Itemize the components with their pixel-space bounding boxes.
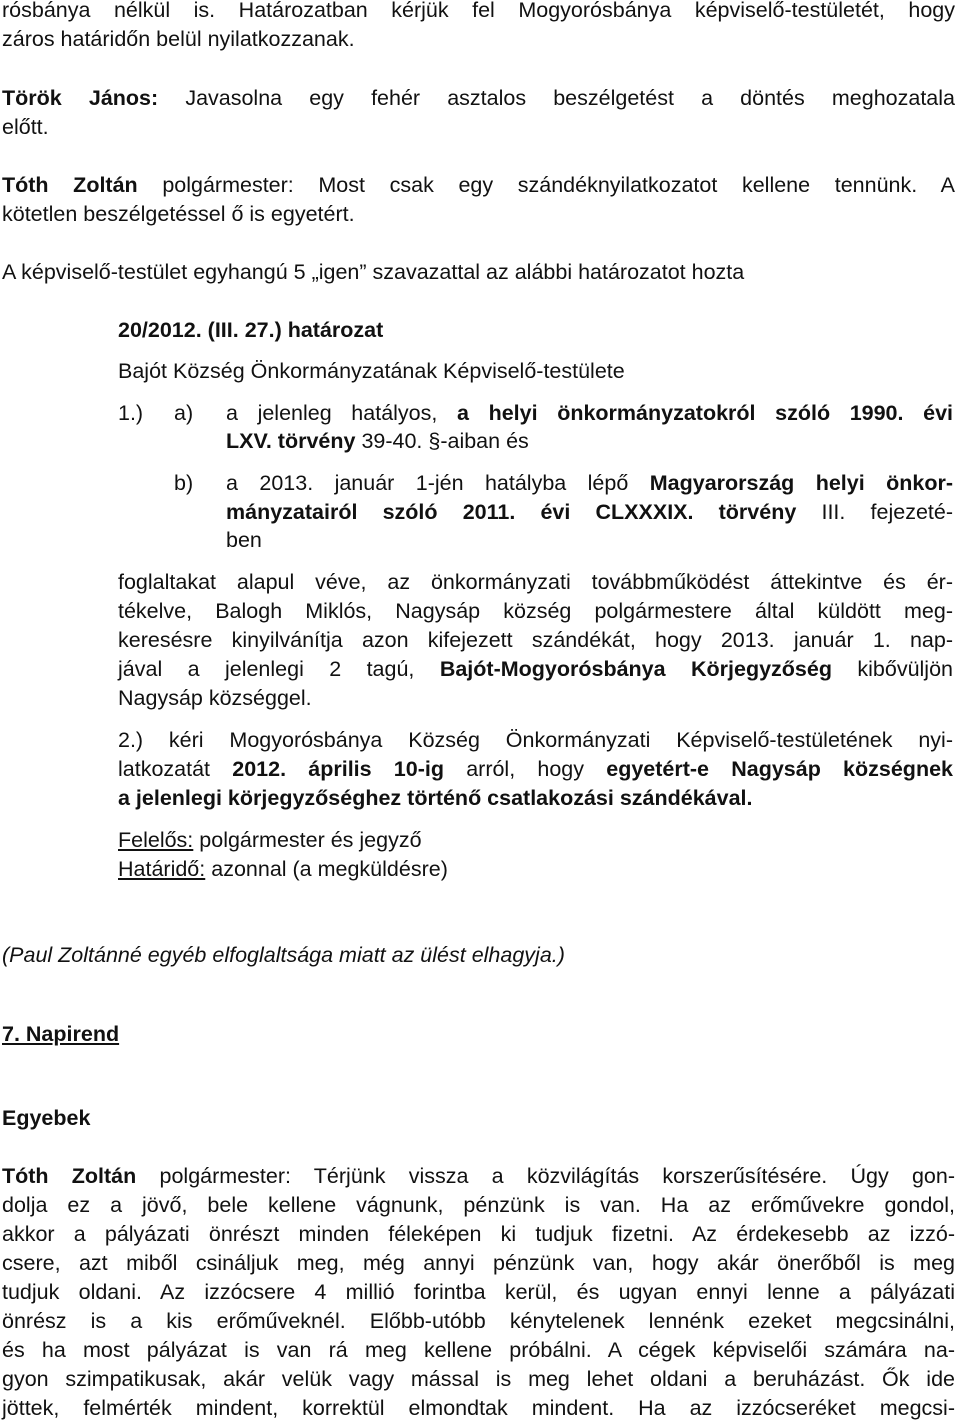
item-a-text: a jelenleg hatályos, <box>226 401 438 425</box>
paragraph-3-line-2: kötetlen beszélgetéssel ő is egyetért. <box>2 202 355 226</box>
resolution-para-text: jával a jelenlegi 2 tagú, <box>118 657 415 681</box>
item-a-line-1 <box>226 399 953 427</box>
item-2-date: 2012. április 10-ig <box>232 757 444 781</box>
deadline-label: Határidő: <box>118 857 206 881</box>
item-b-law-cont: mányzatairól szóló 2011. évi CLXXXIX. törvény <box>226 500 797 524</box>
paragraph-2-line-1 <box>2 84 955 112</box>
item-b-label: b) <box>174 471 194 495</box>
responsible-label: Felelős: <box>118 828 194 852</box>
deadline-line <box>118 855 448 883</box>
last-paragraph-line-5: tudjuk oldani. Az izzócsere 4 millió forintba kerül, és ugyan ennyi lenne a pályázati <box>2 1280 955 1304</box>
item-a-law-cont: LXV. törvény <box>226 429 356 453</box>
last-paragraph-line-3: akkor a pályázati önrészt minden féleképen ki tudjuk fizetni. Az érdekesebb az izzó- <box>2 1222 955 1246</box>
last-paragraph-line-8: gyon szimpatikusak, akár velük vagy mással is meg lehet oldani a beruházást. Ők ide <box>2 1367 955 1391</box>
item-a-line-2 <box>226 427 529 455</box>
speaker-name: Tóth Zoltán <box>2 173 138 197</box>
paragraph-3-line-1 <box>2 171 955 199</box>
resolution-para-line-3: keresésre kinyilvánítja azon kifejezett szándékát, hogy 2013. január 1. nap- <box>118 628 953 652</box>
item-2-text: latkozatát <box>118 757 211 781</box>
item-2-question: egyetért-e Nagysáp községnek <box>606 757 953 781</box>
agenda-heading: 7. Napirend <box>2 1022 120 1046</box>
resolution-body: Bajót Község Önkormányzatának Képviselő-testülete <box>118 359 625 383</box>
absence-note: (Paul Zoltánné egyéb elfoglaltsága miatt az ülést elhagyja.) <box>2 943 565 967</box>
paragraph-2-text: Javasolna egy fehér asztalos beszélgetést a döntés meghozatala <box>185 86 955 110</box>
notary-office-name: Bajót-Mogyorósbánya Körjegyzőség <box>439 657 832 681</box>
item-b-line-3: ben <box>226 528 262 552</box>
item-a-label: a) <box>174 401 194 425</box>
resolution-para-line-1: foglaltakat alapul véve, az önkormányzati továbbműködést áttekintve és ér- <box>118 570 953 594</box>
item-b-law: Magyarország helyi önkor- <box>649 471 954 495</box>
item-2-text-mid: arról, hogy <box>466 757 585 781</box>
item-b-line-2 <box>226 498 953 526</box>
deadline-value: azonnal (a megküldésre) <box>211 857 448 881</box>
resolution-para-text-end: kibővüljön <box>857 657 953 681</box>
last-paragraph-line-6: önrész is a kis erőműveknél. Előbb-utóbb kénytelenek lennénk ezeket megcsinálni, <box>2 1309 955 1333</box>
resolution-para-line-2: tékelve, Balogh Miklós, Nagysáp község polgármestere által küldött meg- <box>118 599 953 623</box>
vote-statement: A képviselő-testület egyhangú 5 „igen” szavazattal az alábbi határozatot hozta <box>2 260 745 284</box>
resolution-para-line-5: Nagysáp községgel. <box>118 686 312 710</box>
item-2-line-3: a jelenlegi körjegyzőséghez történő csatlakozási szándékával. <box>118 786 753 810</box>
responsible-value: polgármester és jegyző <box>199 828 422 852</box>
item-b-text: a 2013. január 1-jén hatályba lépő <box>226 471 629 495</box>
item-b-text-cont: III. fejezeté- <box>821 500 953 524</box>
speaker-name: Török János: <box>2 86 159 110</box>
paragraph-3-text: polgármester: Most csak egy szándéknyilatkozatot kellene tennünk. A <box>162 173 955 197</box>
item-1-number: 1.) <box>118 401 144 425</box>
resolution-para-line-4 <box>118 655 953 683</box>
last-paragraph-line-9: jöttek, felmérték mindent, korrektül elmondtak mindent. Ha az izzócseréket megcsi- <box>2 1396 955 1420</box>
paragraph-1-line-1: rósbánya nélkül is. Határozatban kérjük fel Mogyorósbánya képviselő-testületét, hogy <box>2 0 955 22</box>
last-paragraph-line-1 <box>2 1162 955 1190</box>
last-paragraph-line-4: csere, azt miből csináljuk meg, még annyi pénzünk van, hogy akár önerőből is meg <box>2 1251 955 1275</box>
item-2-line-2 <box>118 755 953 783</box>
resolution-title: 20/2012. (III. 27.) határozat <box>118 318 384 342</box>
item-a-text-cont: 39-40. §-aiban és <box>361 429 529 453</box>
paragraph-2-line-2: előtt. <box>2 115 49 139</box>
agenda-title: Egyebek <box>2 1106 91 1130</box>
responsible-line <box>118 826 422 854</box>
last-paragraph-text: polgármester: Térjünk vissza a közvilágítás korszerűsítésére. Úgy gon- <box>159 1164 955 1188</box>
last-paragraph-line-7: és ha most pályázat is van rá meg kellene próbálni. A cégek képviselői számára na- <box>2 1338 955 1362</box>
item-b-line-1 <box>226 469 953 497</box>
paragraph-1-line-2: záros határidőn belül nyilatkozzanak. <box>2 27 355 51</box>
last-paragraph-line-2: dolja ez a jövő, bele kellene vágnunk, pénzünk is van. Ha az erőművekre gondol, <box>2 1193 955 1217</box>
item-2-line-1: 2.) kéri Mogyorósbánya Község Önkormányzati Képviselő-testületének nyi- <box>118 728 953 752</box>
item-a-law: a helyi önkormányzatokról szóló 1990. évi <box>457 401 953 425</box>
speaker-name: Tóth Zoltán <box>2 1164 137 1188</box>
